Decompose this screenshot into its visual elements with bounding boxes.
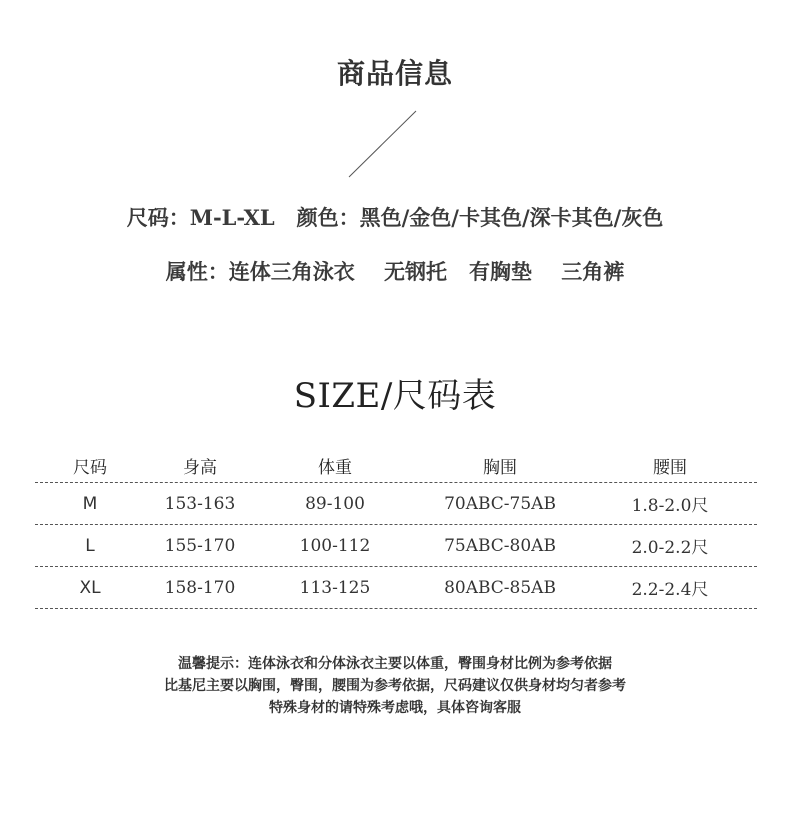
- cell-weight: 100-112: [299, 535, 371, 556]
- cell-waist: 2.2-2.4尺: [631, 580, 709, 600]
- cell-size: L: [85, 535, 95, 556]
- cell-size: XL: [79, 577, 101, 598]
- cell-size: M: [82, 493, 98, 514]
- cell-bust: 70ABC-75AB: [444, 493, 556, 514]
- cell-waist: 2.0-2.2尺: [631, 538, 709, 558]
- product-spec-line: 尺码：M-L-XL 颜色：黑色/金色/卡其色/深卡其色/灰色: [126, 205, 664, 230]
- cell-waist: 1.8-2.0尺: [631, 496, 709, 516]
- decorative-slash-line: [345, 108, 420, 180]
- table-row: [35, 483, 757, 525]
- product-info-title: 商品信息: [336, 57, 453, 90]
- header-height: 身高: [183, 457, 217, 478]
- cell-height: 155-170: [164, 535, 236, 556]
- product-attribute-line: 属性：连体三角泳衣 无钢托 有胸垫 三角裤: [165, 259, 625, 284]
- cell-weight: 89-100: [305, 493, 365, 514]
- size-chart-title: SIZE/尺码表: [293, 376, 497, 416]
- tip-line-3: 特殊身材的请特殊考虑哦，具体咨询客服: [269, 700, 521, 716]
- size-table-header: [35, 448, 757, 483]
- cell-bust: 75ABC-80AB: [444, 535, 556, 556]
- header-bust: 胸围: [483, 457, 517, 478]
- header-weight: 体重: [318, 457, 352, 478]
- header-waist: 腰围: [653, 457, 687, 478]
- table-row: [35, 567, 757, 609]
- header-size: 尺码: [73, 457, 107, 478]
- table-row: [35, 525, 757, 567]
- size-table: [35, 448, 757, 609]
- tip-line-2: 比基尼主要以胸围，臀围，腰围为参考依据，尺码建议仅供身材均匀者参考: [164, 678, 626, 694]
- cell-height: 158-170: [164, 577, 236, 598]
- tip-line-1: 温馨提示：连体泳衣和分体泳衣主要以体重，臀围身材比例为参考依据: [178, 656, 612, 672]
- cell-bust: 80ABC-85AB: [444, 577, 556, 598]
- cell-weight: 113-125: [299, 577, 371, 598]
- cell-height: 153-163: [164, 493, 236, 514]
